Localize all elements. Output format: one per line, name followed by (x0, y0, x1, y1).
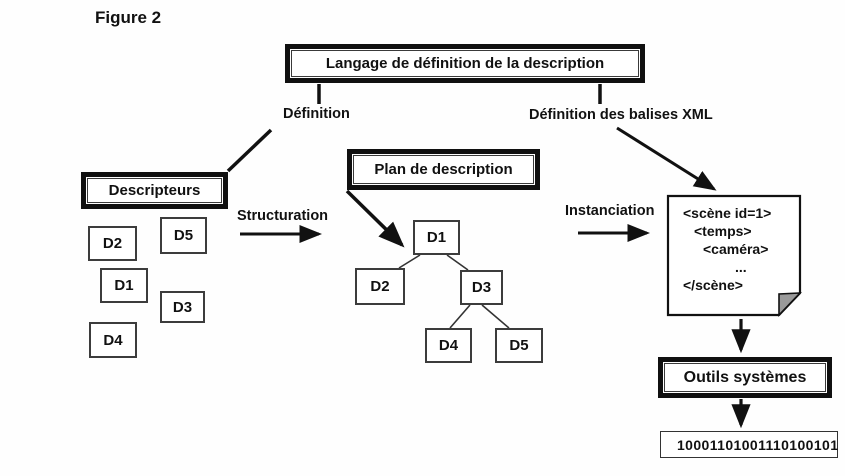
xml-note-fold-icon (779, 293, 800, 315)
descripteurs-box (81, 172, 228, 209)
definition-balises-label: Définition des balises XML (529, 107, 713, 123)
xml-line-ellipsis: ... (735, 259, 747, 275)
tree-edge-d3-d5 (482, 305, 509, 328)
langage-definition-label: Langage de définition de la description (291, 50, 639, 77)
definition-label: Définition (283, 106, 350, 122)
tree-node-d3: D3 (460, 270, 503, 305)
xml-line-scene-open: <scène id=1> (683, 205, 772, 221)
descriptor-box-d4: D4 (89, 322, 137, 358)
figure-label: Figure 2 (95, 8, 162, 27)
descriptor-box-d3: D3 (160, 291, 205, 323)
outils-systemes-box (658, 357, 832, 398)
outils-systemes-label: Outils systèmes (664, 363, 826, 392)
tree-node-d5: D5 (495, 328, 543, 363)
tree-node-d4: D4 (425, 328, 472, 363)
tree-node-d1: D1 (413, 220, 460, 255)
tree-edge-d1-d3 (447, 255, 468, 270)
xml-note-text (683, 204, 771, 294)
xml-line-temps: <temps> (694, 223, 752, 239)
tree-node-d2: D2 (355, 268, 405, 305)
structuration-label: Structuration (237, 208, 329, 224)
definition-connector-line (228, 130, 271, 171)
xml-line-scene-close: </scène> (683, 277, 743, 293)
plan-description-box (347, 149, 540, 190)
binary-output-box: 10001101001110100101 (660, 431, 838, 458)
descriptor-box-d5: D5 (160, 217, 207, 254)
tree-edge-d3-d4 (450, 305, 470, 328)
instanciation-label: Instanciation (565, 203, 655, 219)
xml-line-camera: <caméra> (703, 241, 769, 257)
plan-description-label: Plan de description (353, 155, 534, 184)
descripteurs-label: Descripteurs (87, 178, 222, 203)
descriptor-box-d1: D1 (100, 268, 148, 303)
plan-arrow (347, 191, 402, 245)
descriptor-box-d2: D2 (88, 226, 137, 261)
tree-edge-d1-d2 (399, 255, 420, 268)
balises-arrow (617, 128, 714, 189)
langage-definition-box (285, 44, 645, 83)
